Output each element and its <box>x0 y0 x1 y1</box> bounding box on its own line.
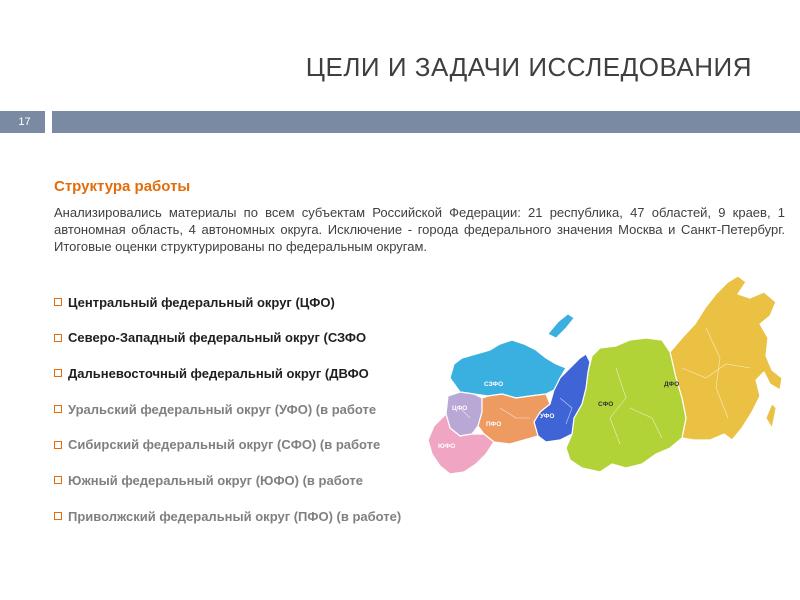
slide-number-badge <box>0 111 45 133</box>
map-region-szfo <box>450 340 566 398</box>
map-island-novaya-zemlya <box>548 314 574 338</box>
map-island-sakhalin <box>766 404 776 428</box>
intro-paragraph: Анализировались материалы по всем субъектам Российской Федерации: 21 республика, 47 областей, 9 краев, 1 автономная область, 4 автономных округа. Исключение - города федерального значения Москва и Санкт-Петербург. Итоговые оценки структурированы по федеральным округам. <box>54 205 785 254</box>
map-label-cfo: ЦФО <box>452 405 468 412</box>
list-item <box>54 506 401 526</box>
district-label: Уральский федеральный округ (УФО) (в работе <box>68 401 377 417</box>
map-svg <box>420 268 800 483</box>
district-label: Дальневосточный федеральный округ (ДВФО <box>68 365 369 381</box>
map-label-yufo: ЮФО <box>438 443 456 450</box>
map-label-szfo: СЗФО <box>484 381 504 388</box>
checkbox-bullet-icon <box>54 512 62 520</box>
checkbox-bullet-icon <box>54 334 62 342</box>
district-label: Центральный федеральный округ (ЦФО) <box>68 294 335 310</box>
slide-title: ЦЕЛИ И ЗАДАЧИ ИССЛЕДОВАНИЯ <box>305 52 752 82</box>
checkbox-bullet-icon <box>54 405 62 413</box>
district-label: Южный федеральный округ (ЮФО) (в работе <box>68 472 363 488</box>
list-item <box>54 328 401 348</box>
russia-federal-districts-map <box>420 268 800 483</box>
list-item <box>54 470 401 490</box>
district-label: Приволжский федеральный округ (ПФО) (в работе) <box>68 508 402 524</box>
list-item <box>54 292 401 312</box>
district-label: Северо-Западный федеральный округ (СЗФО <box>68 330 367 346</box>
map-label-sfo: СФО <box>598 401 614 408</box>
checkbox-bullet-icon <box>54 476 62 484</box>
map-label-pfo: ПФО <box>486 421 502 428</box>
checkbox-bullet-icon <box>54 441 62 449</box>
map-region-dfo <box>670 276 782 440</box>
map-label-ufo: УФО <box>540 413 555 420</box>
list-item <box>54 435 401 455</box>
district-label: Сибирский федеральный округ (СФО) (в работе <box>68 437 381 453</box>
map-label-dfo: ДФО <box>664 381 680 388</box>
slide-number: 17 <box>18 116 31 128</box>
section-heading: Структура работы <box>54 178 191 195</box>
federal-districts-list <box>54 292 401 542</box>
list-item <box>54 363 401 383</box>
checkbox-bullet-icon <box>54 369 62 377</box>
list-item <box>54 399 401 419</box>
checkbox-bullet-icon <box>54 298 62 306</box>
title-divider-bar <box>52 111 800 133</box>
